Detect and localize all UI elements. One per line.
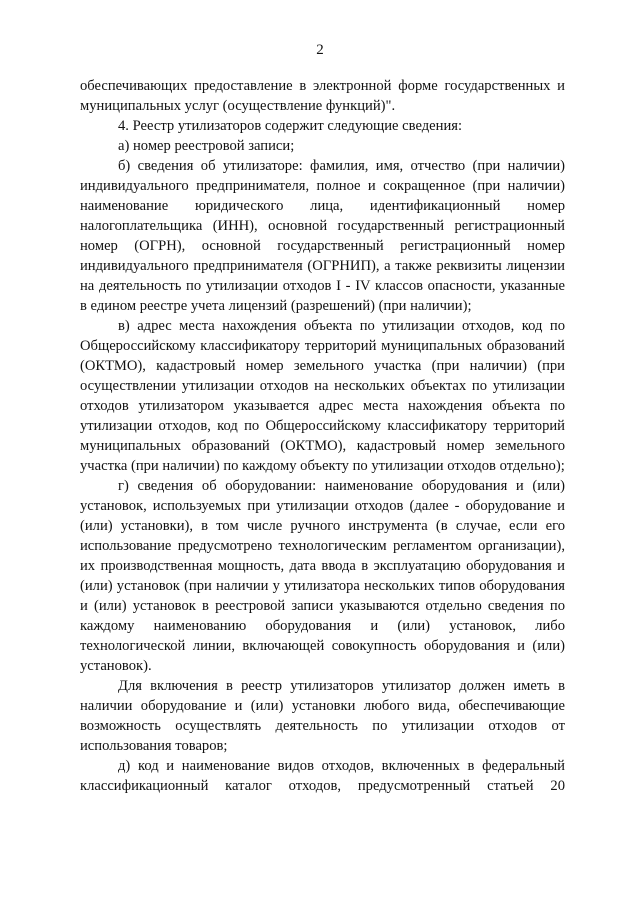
paragraph-item-v: в) адрес места нахождения объекта по утилизации отходов, код по Общероссийскому классификатору территорий муниципальных образований (ОКТМО), кадастровый номер земельного участка (при наличии) (при осуществлении утилизации отходов на нескольких объектах по утилизации отходов утилизатором указывается адрес места нахождения объекта по утилизации отходов, код по Общероссийскому классификатору территорий муниципальных образований (ОКТМО), кадастровый номер земельного участка (при наличии) по каждому объекту по утилизации отходов отдельно); xyxy=(80,318,565,474)
paragraph-item-a: а) номер реестровой записи; xyxy=(118,138,295,154)
paragraph-item-g: г) сведения об оборудовании: наименование оборудования и (или) установок, используемых при утилизации отходов (далее - оборудование и (или) установки), в том числе ручного инструмента (в случае, если его использование предусмотрено технологическим регламентом организации), их производственная мощность, дата ввода в эксплуатацию оборудования и (или) установок (при наличии у утилизатора нескольких типов оборудования и (или) установок в реестровой записи указываются отдельно сведения по каждому наименованию оборудования и (или) установок, либо технологической линии, включающей совокупность оборудования и (или) установок). xyxy=(80,478,565,674)
paragraph-inclusion-requirement: Для включения в реестр утилизаторов утилизатор должен иметь в наличии оборудование и (или) установки любого вида, обеспечивающие возможность осуществлять деятельность по утилизации отходов от использования товаров; xyxy=(80,678,565,754)
paragraph-item-4-intro: 4. Реестр утилизаторов содержит следующие сведения: xyxy=(118,118,463,134)
document-body xyxy=(80,76,565,796)
paragraph-item-d: д) код и наименование видов отходов, включенных в федеральный классификационный каталог отходов, предусмотренный статьей 20 xyxy=(80,758,565,794)
paragraph-continuation: обеспечивающих предоставление в электронной форме государственных и муниципальных услуг (осуществление функций)". xyxy=(80,78,565,114)
page-number: 2 xyxy=(316,42,324,58)
paragraph-item-b: б) сведения об утилизаторе: фамилия, имя, отчество (при наличии) индивидуального предпринимателя, полное и сокращенное (при наличии) наименование юридического лица, идентификационный номер налогоплательщика (ИНН), основной государственный регистрационный номер (ОГРН), основной государственный регистрационный номер индивидуального предпринимателя (ОГРНИП), а также реквизиты лицензии на деятельность по утилизации отходов I - IV классов опасности, указанные в едином реестре учета лицензий (разрешений) (при наличии); xyxy=(80,158,565,314)
